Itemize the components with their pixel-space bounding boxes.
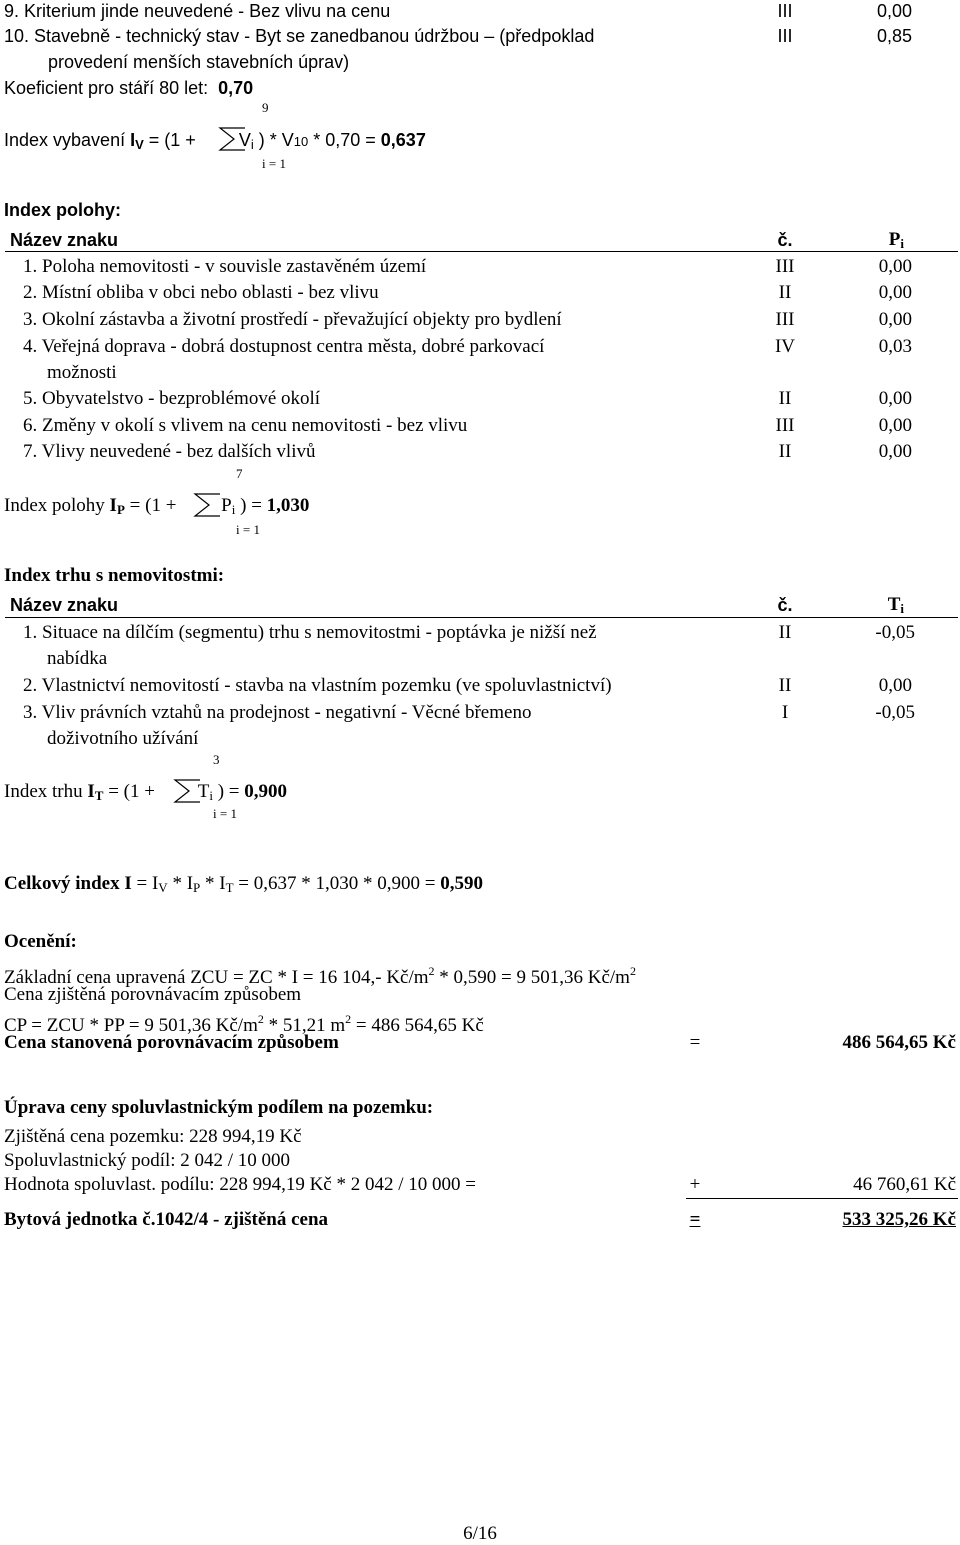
ip-symbol: I <box>109 495 117 516</box>
trh-row-1-label: 1. Situace na dílčím (segmentu) trhu s nemovitostmi - poptávka je nižší než <box>23 622 597 643</box>
trh-col-t-label: T <box>887 594 901 615</box>
zcu-b: * 0,590 = 9 501,36 Kč/m <box>434 967 630 988</box>
trh-row-1-class: II <box>778 622 792 643</box>
index-trhu-formula <box>4 781 287 807</box>
poloha-row-1-value: 0,00 <box>878 256 912 277</box>
poloha-col-name: Název znaku <box>10 230 119 250</box>
uprava-line3: Hodnota spoluvlast. podílu: 228 994,19 Kč * 2 042 / 10 000 = <box>4 1174 476 1195</box>
it-prefix: Index trhu <box>4 781 88 802</box>
poloha-row-1-label: 1. Poloha nemovitosti - v souvisle zastavěném území <box>23 256 427 277</box>
uprava-final-label: Bytová jednotka č.1042/4 - zjištěná cena <box>4 1209 329 1230</box>
poloha-row-5-class: II <box>778 388 792 409</box>
uprava-line2: Spoluvlastnický podíl: 2 042 / 10 000 <box>4 1150 291 1171</box>
ip-sum-lower: i = 1 <box>236 522 260 537</box>
poloha-row-5-label: 5. Obyvatelstvo - bezproblémové okolí <box>23 388 321 409</box>
poloha-row-1-class: III <box>775 256 795 277</box>
zcu-sup1: 2 <box>428 964 435 978</box>
cp-sup1: 2 <box>257 1012 264 1026</box>
it-sum-lower: i = 1 <box>213 806 237 821</box>
trh-row-3-label-cont: doživotního užívání <box>47 728 199 749</box>
ip-p-sub: i <box>231 502 236 517</box>
ip-symbol-sub: P <box>116 502 125 517</box>
trh-col-name: Název znaku <box>10 595 119 615</box>
it-result: 0,900 <box>244 781 287 802</box>
iv-v-sub: i <box>250 137 254 152</box>
poloha-col-p-sub: i <box>900 236 904 251</box>
poloha-col-c: č. <box>777 230 793 250</box>
iv-mid2: ) * V <box>253 130 294 150</box>
poloha-row-5-value: 0,00 <box>878 388 912 409</box>
sum-rule <box>686 1198 958 1199</box>
poloha-row-4-label: 4. Veřejná doprava - dobrá dostupnost centra města, dobré parkovací <box>23 336 545 357</box>
poloha-heading: Index polohy: <box>4 200 121 220</box>
cp-a: CP = ZCU * PP = 9 501,36 Kč/m <box>4 1015 258 1036</box>
ip-mid: = (1 + <box>124 495 182 516</box>
cp-c: = 486 564,65 Kč <box>351 1015 484 1036</box>
zcu-a: Základní cena upravená ZCU = ZC * I = 16 104,- Kč/m <box>4 967 429 988</box>
poloha-row-7-value: 0,00 <box>878 441 912 462</box>
page-number: 6/16 <box>463 1523 497 1544</box>
it-sum-upper: 3 <box>213 752 220 767</box>
cp-sup2: 2 <box>345 1012 352 1026</box>
celkovy-eq: = I <box>131 873 159 894</box>
criterion-9-value: 0,00 <box>876 1 912 21</box>
oceneni-heading: Ocenění: <box>4 931 77 952</box>
trh-row-3-value: -0,05 <box>875 702 915 723</box>
it-end: ) = <box>212 781 245 802</box>
poloha-row-4-value: 0,03 <box>878 336 912 357</box>
iv-v: V <box>238 130 251 150</box>
trh-header-rule <box>5 617 958 618</box>
uprava-line3-value: 46 760,61 Kč <box>853 1174 956 1195</box>
it-mid: = (1 + <box>103 781 160 802</box>
iv-prefix: Index vybavení <box>4 130 131 150</box>
celkovy-m2: * I <box>200 873 226 894</box>
poloha-row-3-label: 3. Okolní zástavba a životní prostředí - převažující objekty pro bydlení <box>23 309 562 330</box>
trh-row-3-label: 3. Vliv právních vztahů na prodejnost - negativní - Věcné břemeno <box>23 702 532 723</box>
trh-row-2-label: 2. Vlastnictví nemovitostí - stavba na vlastním pozemku (ve spoluvlastnictví) <box>23 675 612 696</box>
criterion-9-label: 9. Kriterium jinde neuvedené - Bez vlivu na cenu <box>4 1 391 21</box>
poloha-row-6-label: 6. Změny v okolí s vlivem na cenu nemovitosti - bez vlivu <box>23 415 468 436</box>
poloha-row-7-class: II <box>778 441 792 462</box>
iv-v10: 10 <box>293 134 309 149</box>
poloha-row-2-value: 0,00 <box>878 282 912 303</box>
trh-row-2-value: 0,00 <box>878 675 912 696</box>
zcu-sup2: 2 <box>629 964 636 978</box>
poloha-row-6-class: III <box>775 415 795 436</box>
celkovy-sub-t: T <box>225 880 234 895</box>
trh-col-t-sub: i <box>900 601 904 616</box>
poloha-row-7-label: 7. Vlivy neuvedené - bez dalších vlivů <box>23 441 316 462</box>
poloha-row-4-class: IV <box>774 336 796 357</box>
ip-end: ) = <box>235 495 267 516</box>
oceneni-final-label: Cena stanovená porovnávacím způsobem <box>4 1032 339 1053</box>
criterion-10-class: III <box>777 26 793 46</box>
age-coefficient-value: 0,70 <box>218 78 254 98</box>
index-polohy-formula <box>4 495 309 521</box>
cp-b: * 51,21 m <box>263 1015 346 1036</box>
poloha-row-3-class: III <box>775 309 795 330</box>
iv-sum-lower: i = 1 <box>262 156 286 171</box>
age-coefficient-label: Koeficient pro stáří 80 let: <box>4 78 209 98</box>
criterion-10-label-cont: provedení menších stavebních úprav) <box>48 52 350 72</box>
poloha-header-rule <box>5 251 958 252</box>
poloha-row-6-value: 0,00 <box>878 415 912 436</box>
celkovy-result: 0,590 <box>440 873 483 894</box>
poloha-row-4-label-cont: možnosti <box>47 362 117 383</box>
celkovy-index <box>4 873 483 899</box>
trh-row-2-class: II <box>778 675 792 696</box>
oceneni-final-eq: = <box>689 1032 701 1053</box>
celkovy-sub-p: P <box>193 880 201 895</box>
celkovy-rest: = 0,637 * 1,030 * 0,900 = <box>233 873 441 894</box>
celkovy-m1: * I <box>167 873 194 894</box>
iv-sum-upper: 9 <box>262 100 269 115</box>
uprava-final-value: 533 325,26 Kč <box>842 1209 956 1230</box>
it-symbol: I <box>87 781 95 802</box>
it-t: T <box>197 781 210 802</box>
ip-result: 1,030 <box>266 495 310 516</box>
index-vybaveni-formula <box>4 129 426 156</box>
trh-row-1-label-cont: nabídka <box>47 648 108 669</box>
uprava-line1: Zjištěná cena pozemku: 228 994,19 Kč <box>4 1126 302 1147</box>
poloha-col-p-label: P <box>888 229 901 250</box>
poloha-row-2-class: II <box>778 282 792 303</box>
uprava-plus: + <box>689 1174 701 1195</box>
criterion-9-class: III <box>777 1 793 21</box>
ip-prefix: Index polohy <box>4 495 110 516</box>
criterion-10-label: 10. Stavebně - technický stav - Byt se zanedbanou údržbou – (předpoklad <box>4 26 595 46</box>
iv-symbol: I <box>130 130 136 150</box>
iv-result: 0,637 <box>380 130 426 150</box>
trh-row-3-class: I <box>781 702 789 723</box>
uprava-heading: Úprava ceny spoluvlastnickým podílem na pozemku: <box>4 1097 434 1118</box>
trh-heading: Index trhu s nemovitostmi: <box>4 565 225 586</box>
it-symbol-sub: T <box>94 788 104 803</box>
poloha-row-2-label: 2. Místní obliba v obci nebo oblasti - bez vlivu <box>23 282 379 303</box>
iv-symbol-sub: V <box>135 137 144 152</box>
criterion-10-value: 0,85 <box>876 26 912 46</box>
it-t-sub: i <box>209 788 213 803</box>
iv-mid3: * 0,70 = <box>308 130 381 150</box>
trh-col-c: č. <box>777 595 793 615</box>
ip-sum-upper: 7 <box>236 466 243 481</box>
uprava-final-eq: = <box>689 1209 701 1230</box>
celkovy-sub-v: V <box>158 880 168 895</box>
oceneni-line2: Cena zjištěná porovnávacím způsobem <box>4 984 302 1005</box>
iv-mid1: = (1 + <box>143 130 201 150</box>
ip-p: P <box>221 495 232 516</box>
trh-row-1-value: -0,05 <box>875 622 915 643</box>
age-coefficient <box>4 77 253 99</box>
poloha-row-3-value: 0,00 <box>878 309 912 330</box>
oceneni-final-value: 486 564,65 Kč <box>842 1032 956 1053</box>
celkovy-label: Celkový index I <box>4 873 132 894</box>
